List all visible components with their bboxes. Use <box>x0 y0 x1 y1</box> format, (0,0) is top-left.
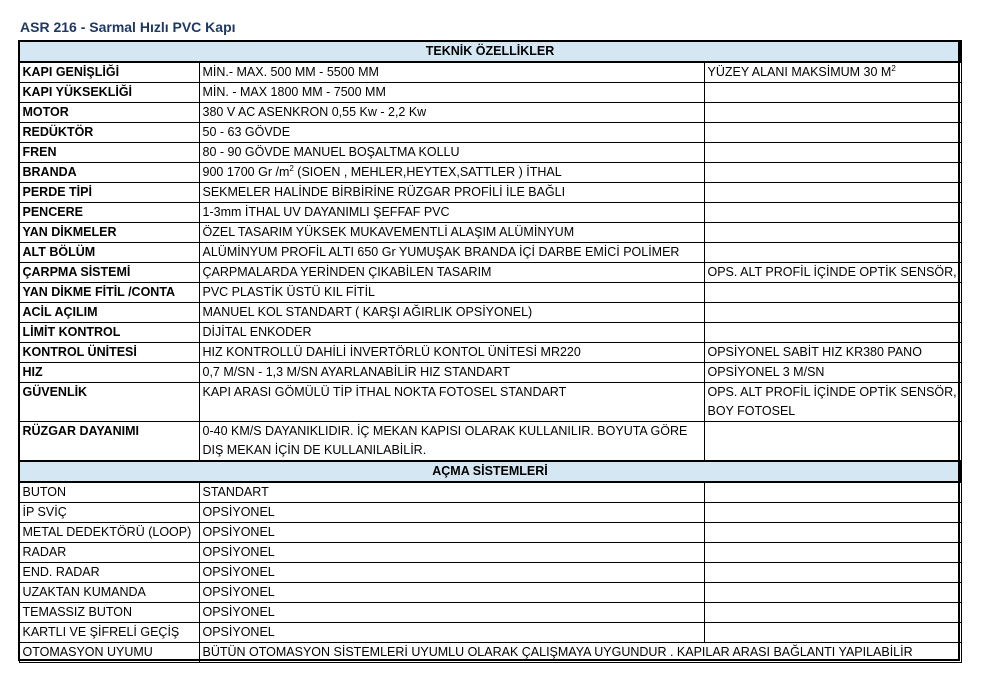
feature-note <box>704 123 961 143</box>
feature-value <box>199 163 704 183</box>
feature-row <box>19 163 961 183</box>
feature-note <box>704 62 961 83</box>
feature-row <box>19 123 961 143</box>
opening-note <box>704 603 961 623</box>
opening-note <box>704 503 961 523</box>
spec-table <box>18 40 962 663</box>
feature-value: MİN. - MAX 1800 MM - 7500 MM <box>199 83 704 103</box>
feature-value: 80 - 90 GÖVDE MANUEL BOŞALTMA KOLLU <box>199 143 704 163</box>
feature-label: YAN DİKME FİTİL /CONTA <box>19 283 199 303</box>
feature-label: PERDE TİPİ <box>19 183 199 203</box>
feature-value: HIZ KONTROLLÜ DAHİLİ İNVERTÖRLÜ KONTOL ÜNİTESİ MR220 <box>199 343 704 363</box>
opening-label: İP SVİÇ <box>19 503 199 523</box>
feature-note: OPSİYONEL SABİT HIZ KR380 PANO <box>704 343 961 363</box>
feature-row <box>19 243 961 263</box>
feature-row <box>19 363 961 383</box>
opening-label: RADAR <box>19 543 199 563</box>
opening-row <box>19 563 961 583</box>
opening-value: OPSİYONEL <box>199 503 704 523</box>
feature-note <box>704 283 961 303</box>
feature-row <box>19 323 961 343</box>
feature-note <box>704 143 961 163</box>
opening-note <box>704 563 961 583</box>
feature-note <box>704 103 961 123</box>
feature-note: OPS. ALT PROFİL İÇİNDE OPTİK SENSÖR, <box>704 263 961 283</box>
opening-value: STANDART <box>199 482 704 503</box>
opening-label: END. RADAR <box>19 563 199 583</box>
feature-value: SEKMELER HALİNDE BİRBİRİNE RÜZGAR PROFİLİ İLE BAĞLI <box>199 183 704 203</box>
section-header-row <box>19 461 961 482</box>
opening-label: BUTON <box>19 482 199 503</box>
feature-value: 0,7 M/SN - 1,3 M/SN AYARLANABİLİR HIZ STANDART <box>199 363 704 383</box>
feature-value: ÖZEL TASARIM YÜKSEK MUKAVEMENTLİ ALAŞIM ALÜMİNYUM <box>199 223 704 243</box>
opening-row <box>19 503 961 523</box>
features-section-header: TEKNİK ÖZELLİKLER <box>19 41 961 62</box>
opening-row <box>19 603 961 623</box>
feature-label: REDÜKTÖR <box>19 123 199 143</box>
feature-label: KONTROL ÜNİTESİ <box>19 343 199 363</box>
opening-row <box>19 623 961 643</box>
feature-value: 380 V AC ASENKRON 0,55 Kw - 2,2 Kw <box>199 103 704 123</box>
feature-label: PENCERE <box>19 203 199 223</box>
opening-note <box>704 543 961 563</box>
feature-value: DİJİTAL ENKODER <box>199 323 704 343</box>
feature-label: GÜVENLİK <box>19 383 199 422</box>
automation-value: BÜTÜN OTOMASYON SİSTEMLERİ UYUMLU OLARAK ÇALIŞMAYA UYGUNDUR . KAPILAR ARASI BAĞLANTI YAPILABİLİR <box>199 643 961 663</box>
feature-label: ACİL AÇILIM <box>19 303 199 323</box>
opening-note <box>704 583 961 603</box>
feature-row <box>19 263 961 283</box>
feature-note <box>704 243 961 263</box>
feature-value: 1-3mm İTHAL UV DAYANIMLI ŞEFFAF PVC <box>199 203 704 223</box>
feature-label: HIZ <box>19 363 199 383</box>
superscript: 2 <box>891 63 896 73</box>
opening-section-header: AÇMA SİSTEMLERİ <box>19 461 961 482</box>
feature-note: OPSİYONEL 3 M/SN <box>704 363 961 383</box>
feature-row <box>19 183 961 203</box>
feature-label: MOTOR <box>19 103 199 123</box>
feature-row <box>19 343 961 363</box>
feature-label: KAPI GENİŞLİĞİ <box>19 62 199 83</box>
feature-value: ÇARPMALARDA YERİNDEN ÇIKABİLEN TASARIM <box>199 263 704 283</box>
document-title: ASR 216 - Sarmal Hızlı PVC Kapı <box>20 19 236 35</box>
opening-value: OPSİYONEL <box>199 623 704 643</box>
opening-note <box>704 482 961 503</box>
section-header-row <box>19 41 961 62</box>
opening-row <box>19 523 961 543</box>
feature-value: MANUEL KOL STANDART ( KARŞI AĞIRLIK OPSİYONEL) <box>199 303 704 323</box>
feature-note <box>704 303 961 323</box>
superscript: 2 <box>289 163 294 173</box>
feature-note <box>704 323 961 343</box>
feature-value: KAPI ARASI GÖMÜLÜ TİP İTHAL NOKTA FOTOSEL STANDART <box>199 383 704 422</box>
feature-label: ÇARPMA SİSTEMİ <box>19 263 199 283</box>
opening-label: KARTLI VE ŞİFRELİ GEÇİŞ <box>19 623 199 643</box>
opening-note <box>704 523 961 543</box>
feature-row <box>19 143 961 163</box>
feature-row <box>19 103 961 123</box>
feature-note <box>704 183 961 203</box>
opening-row <box>19 482 961 503</box>
feature-value-text: (SIOEN , MEHLER,HEYTEX,SATTLER ) İTHAL <box>293 165 562 179</box>
automation-label: OTOMASYON UYUMU <box>19 643 199 663</box>
feature-row <box>19 62 961 83</box>
opening-note <box>704 623 961 643</box>
feature-row <box>19 283 961 303</box>
feature-note <box>704 83 961 103</box>
opening-label: TEMASSIZ BUTON <box>19 603 199 623</box>
feature-row <box>19 203 961 223</box>
feature-label: LİMİT KONTROL <box>19 323 199 343</box>
feature-value: 0-40 KM/S DAYANIKLIDIR. İÇ MEKAN KAPISI OLARAK KULLANILIR. BOYUTA GÖRE DIŞ MEKAN İÇİN DE KULLANILABİLİR. <box>199 422 704 462</box>
feature-note <box>704 163 961 183</box>
opening-value: OPSİYONEL <box>199 563 704 583</box>
feature-note-text: YÜZEY ALANI MAKSİMUM 30 M <box>707 65 892 79</box>
feature-row <box>19 422 961 462</box>
opening-row <box>19 543 961 563</box>
feature-label: FREN <box>19 143 199 163</box>
feature-value: 50 - 63 GÖVDE <box>199 123 704 143</box>
opening-label: METAL DEDEKTÖRÜ (LOOP) <box>19 523 199 543</box>
opening-row <box>19 583 961 603</box>
automation-row <box>19 643 961 663</box>
feature-row <box>19 303 961 323</box>
feature-row <box>19 383 961 422</box>
spec-table-body <box>19 41 961 663</box>
feature-value-text: 900 1700 Gr /m <box>202 165 290 179</box>
feature-value: MİN.- MAX. 500 MM - 5500 MM <box>199 62 704 83</box>
feature-value: ALÜMİNYUM PROFİL ALTI 650 Gr YUMUŞAK BRANDA İÇİ DARBE EMİCİ POLİMER <box>199 243 704 263</box>
feature-row <box>19 223 961 243</box>
feature-note <box>704 203 961 223</box>
feature-note <box>704 223 961 243</box>
feature-value: PVC PLASTİK ÜSTÜ KIL FİTİL <box>199 283 704 303</box>
feature-note <box>704 422 961 462</box>
feature-label: KAPI YÜKSEKLİĞİ <box>19 83 199 103</box>
feature-label: ALT BÖLÜM <box>19 243 199 263</box>
opening-value: OPSİYONEL <box>199 523 704 543</box>
feature-note: OPS. ALT PROFİL İÇİNDE OPTİK SENSÖR, BOY FOTOSEL <box>704 383 961 422</box>
feature-label: BRANDA <box>19 163 199 183</box>
opening-value: OPSİYONEL <box>199 583 704 603</box>
feature-label: YAN DİKMELER <box>19 223 199 243</box>
opening-value: OPSİYONEL <box>199 543 704 563</box>
feature-row <box>19 83 961 103</box>
opening-label: UZAKTAN KUMANDA <box>19 583 199 603</box>
opening-value: OPSİYONEL <box>199 603 704 623</box>
feature-label: RÜZGAR DAYANIMI <box>19 422 199 462</box>
